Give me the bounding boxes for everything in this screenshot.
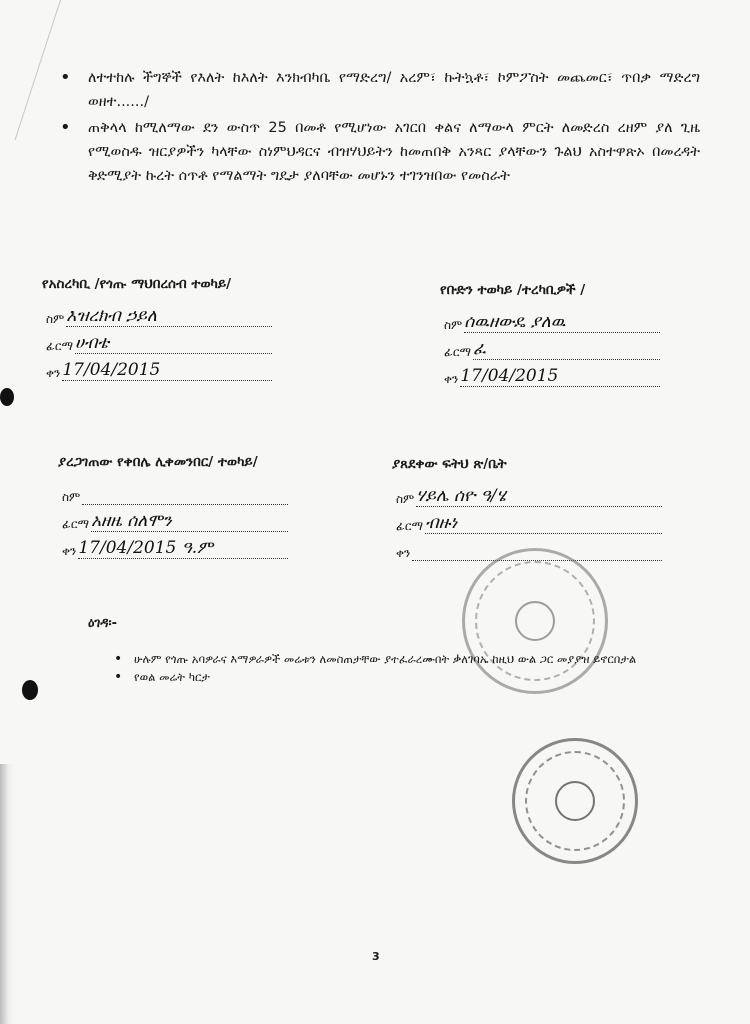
signature-block-title: የአስረካቢ /የጎጡ ማህበረሰብ ተወካይ/: [42, 276, 232, 292]
signature-row: [396, 507, 662, 534]
signature-label: ፊርማ: [444, 345, 472, 359]
date-row: [62, 532, 288, 559]
date-value: 17/04/2015 ዓ.ም: [78, 538, 288, 559]
signature-label: ፊርማ: [46, 339, 74, 353]
note-heading: ዕገዳ፡-: [88, 616, 117, 631]
signature-label: ፊርማ: [62, 517, 90, 531]
signature-row: [46, 327, 272, 354]
name-label: ስም: [46, 312, 65, 326]
name-value: እዝረክብ ኃይለ: [66, 306, 272, 327]
page-number: 3: [372, 950, 380, 963]
signature-value: ፈ: [473, 339, 660, 360]
name-row: [62, 478, 288, 505]
signature-label: ፊርማ: [396, 519, 424, 533]
signature-block-title: ያረጋገጠው የቀበሌ ሊቀመንበር/ ተወካይ/: [58, 454, 258, 470]
paper-fold-edge: [0, 0, 61, 140]
signature-row: [62, 505, 288, 532]
date-value: 17/04/2015: [62, 360, 272, 381]
obligation-item: • ለተተከሉ ችግኞች የእለት ከእለት እንክብካቤ የማድረግ/ አረም፣ ኩትኳቶ፣ ኮምፖስት መጨመር፣ ጥበቃ ማድረግ ወዘተ....../: [60, 66, 700, 114]
date-label: ቀን: [46, 366, 61, 380]
date-row: [444, 360, 660, 387]
date-label: ቀን: [444, 372, 459, 386]
signature-block-title: ያጸደቀው ፍትህ ጽ/ቤት: [392, 456, 507, 472]
paper-shadow-edge: [0, 764, 14, 1024]
signature-block-justice-office: [392, 456, 662, 561]
name-value: ሃይሌ ሰዮ ዓ/ሄ: [416, 486, 662, 507]
name-value: [82, 484, 288, 505]
punch-hole: [22, 680, 38, 700]
obligations-list: [60, 66, 700, 190]
date-value: 17/04/2015: [460, 366, 660, 387]
name-label: ስም: [444, 318, 463, 332]
name-row: [396, 480, 662, 507]
seal-emblem-icon: [555, 781, 595, 821]
stamp-emblem-icon: [515, 601, 555, 641]
note-list: [118, 650, 678, 686]
punch-hole: [0, 388, 14, 406]
obligation-item: • ጠቅላላ ከሚለማው ደን ውስጥ 25 በመቶ የሚሆነው አገርበ ቀልና ለማውላ ምርት ለመድረስ ረዘም ያለ ጊዜ የሚወስዱ ዝርያዎችን ካላቸው ስነምህዳርና ብዝሃህይትን ከመጠበቅ አንጻር ያላቸውን ጉልህ አስተዋጽኦ በመረዳት ቅድሚያት ኩረት ሰጥቶ የማልማት ግዴታ ያለባቸው መሆኑን ተገንዝበው የመስራት: [60, 116, 700, 188]
name-label: ስም: [62, 490, 81, 504]
signature-block-title: የቡድን ተወካይ /ተረካቢዎች /: [440, 282, 586, 298]
signature-value: አዘዜ ሰለሞን: [91, 511, 288, 532]
name-row: [46, 300, 272, 327]
signature-block-kebele: [58, 454, 288, 559]
name-row: [444, 306, 660, 333]
name-value: ሰዉዘውዴ ያለዉ: [464, 312, 660, 333]
date-row: [46, 354, 272, 381]
name-label: ስም: [396, 492, 415, 506]
signature-value: ሀብቴ: [75, 333, 272, 354]
signature-block-handover: [42, 276, 272, 381]
note-item: • የወል መሬት ካርታ: [118, 668, 678, 686]
signature-block-group-rep: [440, 282, 660, 387]
signature-value: ብዙነ: [425, 513, 662, 534]
official-seal: [512, 738, 638, 864]
date-label: ቀን: [62, 544, 77, 558]
note-item: • ሁሉም የጎጡ አባዎራና እማዎራዎች መሬቱን ለመስጠታቸው ያተፈራረሙበት ቃለገባኤ ከዚህ ውል ጋር መያያዝ ይኖርበታል: [118, 650, 678, 668]
date-label: ቀን: [396, 546, 411, 560]
signature-row: [444, 333, 660, 360]
